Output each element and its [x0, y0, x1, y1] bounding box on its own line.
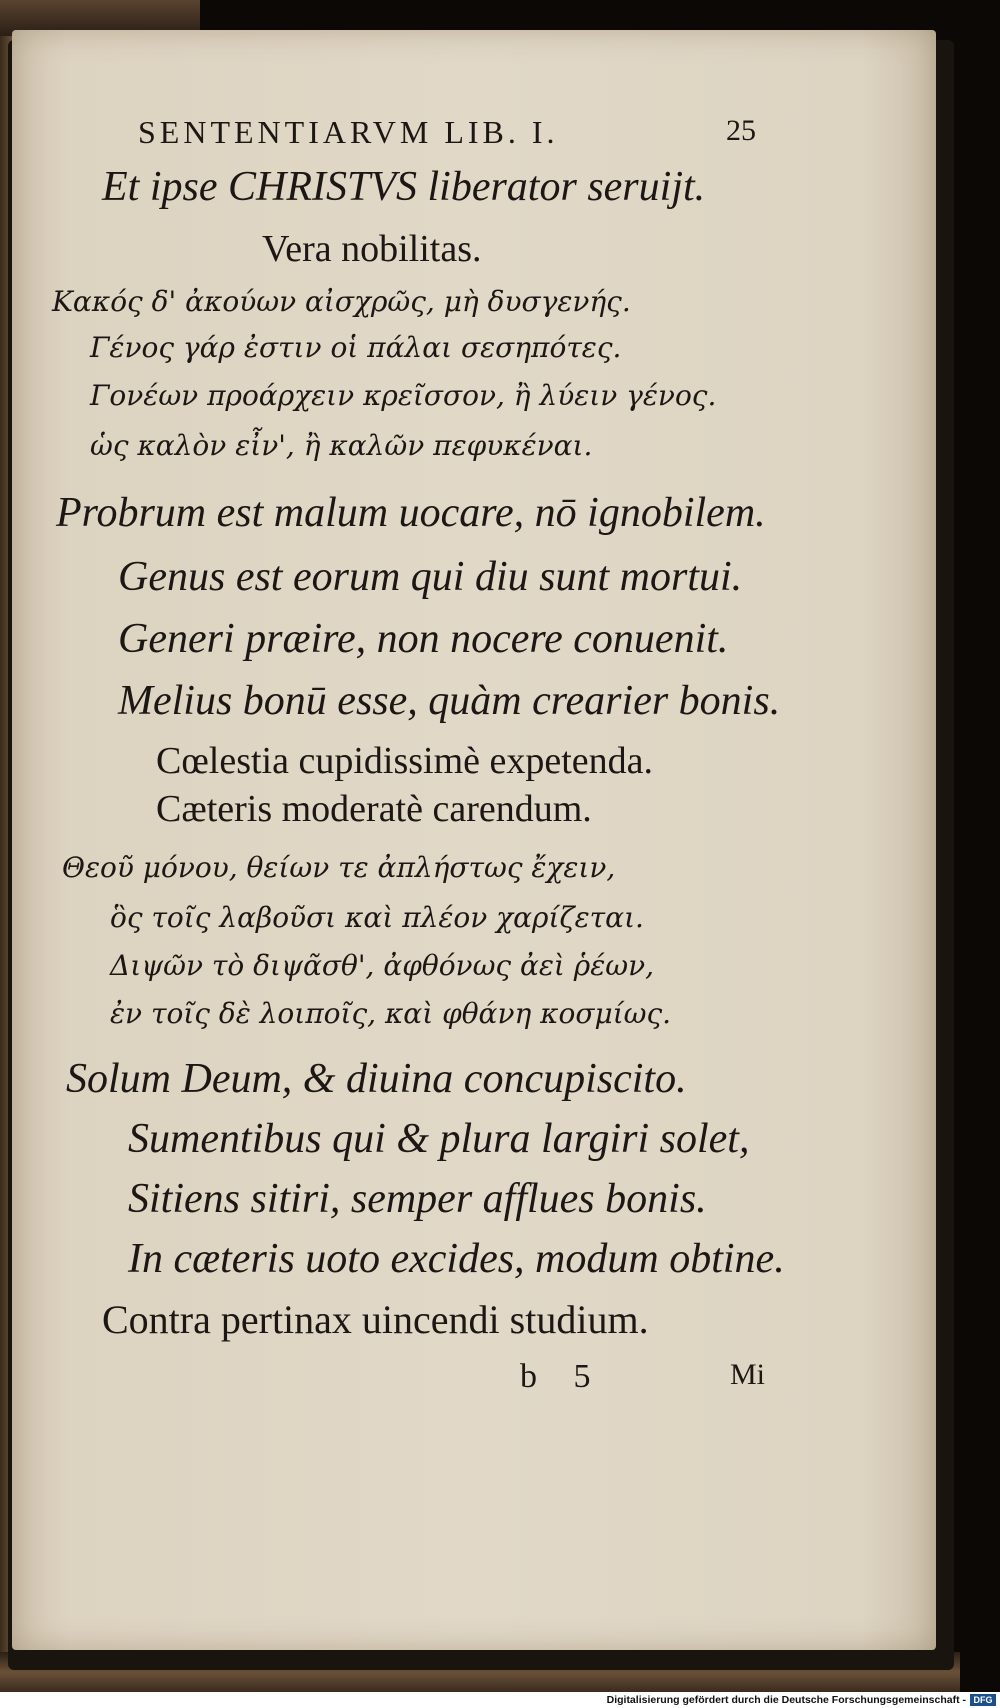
latin-line-5: Solum Deum, & diuina concupiscito.	[66, 1056, 687, 1102]
catchword: Mi	[730, 1358, 766, 1391]
greek-line-6: ὃς τοῖς λαβοῦσι καὶ πλέον χαρίζεται.	[110, 901, 644, 934]
latin-line-4: Melius bonū esse, quàm crearier bonis.	[118, 678, 781, 724]
greek-line-8: ἐν τοῖς δὲ λοιποῖς, καὶ φθάνη κοσμίως.	[110, 997, 672, 1030]
greek-line-1: Κακός δ' ἀκούων αἰσχρῶς, μὴ δυσγενής.	[52, 285, 631, 318]
latin-line-8: In cæteris uoto excides, modum obtine.	[128, 1236, 785, 1282]
heading-line-2: Cæteris moderatè carendum.	[156, 788, 592, 830]
greek-line-4: ὡς καλὸν εἶν', ἢ καλῶν πεφυκέναι.	[90, 429, 593, 462]
greek-line-2: Γένος γάρ ἐστιν οἱ πάλαι σεσηπότες.	[90, 331, 622, 364]
page-number: 25	[726, 114, 756, 147]
section-heading: Vera nobilitas.	[262, 228, 482, 270]
digitization-credit: Digitalisierung gefördert durch die Deutsche Forschungsgemeinschaft -	[606, 1694, 966, 1706]
greek-line-5: Θεοῦ μόνου, θείων τε ἀπλήστως ἔχειν,	[62, 851, 616, 884]
running-title: SENTENTIARVM LIB. I.	[138, 114, 559, 150]
dfg-logo: DFG	[970, 1694, 996, 1706]
heading-line-1: Cœlestia cupidissimè expetenda.	[156, 740, 654, 782]
latin-line-2: Genus est eorum qui diu sunt mortui.	[118, 554, 743, 600]
greek-line-7: Διψῶν τὸ διψᾶσθ', ἀφθόνως ἀεὶ ῥέων,	[110, 949, 655, 982]
latin-line-6: Sumentibus qui & plura largiri solet,	[128, 1116, 750, 1162]
text-line-1: Et ipse CHRISTVS liberator seruijt.	[102, 164, 706, 210]
heading-line-3: Contra pertinax uincendi studium.	[102, 1297, 649, 1342]
latin-line-3: Generi præire, non nocere conuenit.	[118, 616, 729, 662]
greek-line-3: Γονέων προάρχειν κρεῖσσον, ἢ λύειν γένος.	[90, 379, 717, 412]
latin-line-7: Sitiens sitiri, semper afflues bonis.	[128, 1176, 707, 1222]
book-page	[12, 30, 936, 1650]
latin-line-1: Probrum est malum uocare, nō ignobilem.	[56, 490, 766, 536]
signature-mark: b 5	[520, 1358, 605, 1395]
